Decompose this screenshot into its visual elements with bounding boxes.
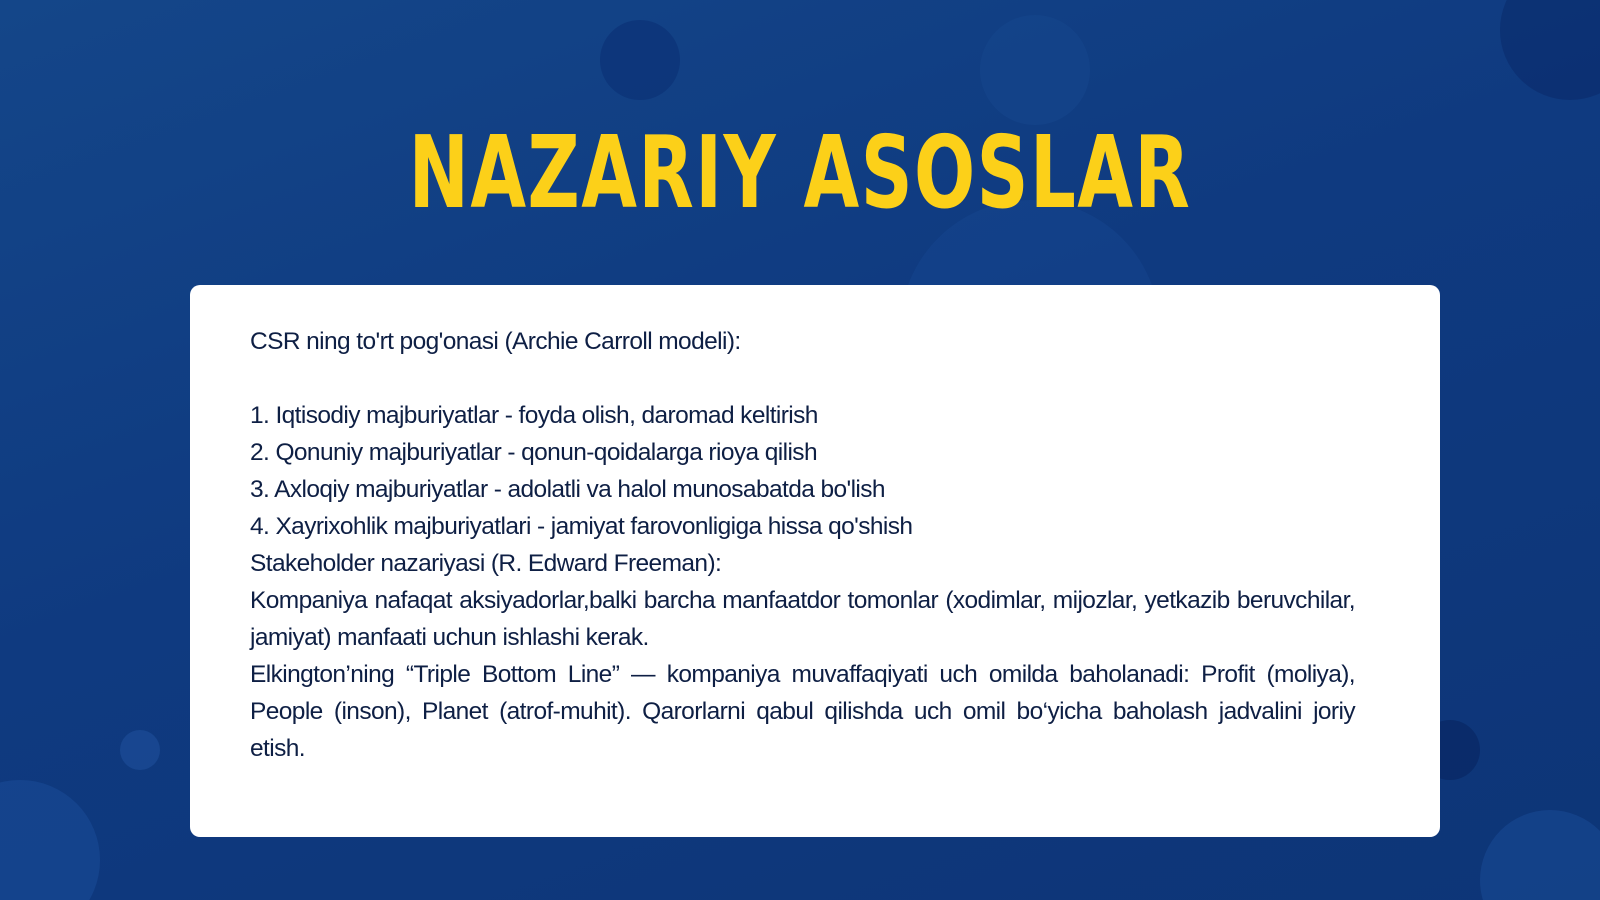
content-card	[190, 285, 1440, 837]
decorative-circle	[1480, 810, 1600, 900]
triple-bottom-line-paragraph: Elkington’ning “Triple Bottom Line” — kompaniya muvaffaqiyati uch omilda baholanadi: Profit (moliya), People (inson), Planet (atrof-muhit). Qarorlarni qabul qilishda uch omil bo‘yicha baholash jadvalini joriy etish.	[250, 661, 1355, 762]
list-item: 4. Xayrixohlik majburiyatlari - jamiyat farovonligiga hissa qo'shish	[250, 513, 913, 540]
slide-title: NAZARIY ASOSLAR	[408, 114, 1192, 231]
list-item: 3. Axloqiy majburiyatlar - adolatli va halol munosabatda bo'lish	[250, 476, 885, 503]
stakeholder-heading: Stakeholder nazariyasi (R. Edward Freeman):	[250, 550, 722, 577]
decorative-circle	[0, 780, 100, 900]
decorative-circle	[120, 730, 160, 770]
decorative-circle	[1500, 0, 1600, 100]
decorative-circle	[600, 20, 680, 100]
csr-intro: CSR ning to'rt pog'onasi (Archie Carroll modeli):	[250, 328, 741, 355]
list-item: 1. Iqtisodiy majburiyatlar - foyda olish, daromad keltirish	[250, 402, 818, 429]
decorative-circle	[980, 15, 1090, 125]
spacer	[250, 360, 1355, 397]
list-item: 2. Qonuniy majburiyatlar - qonun-qoidalarga rioya qilish	[250, 439, 817, 466]
stakeholder-paragraph: Kompaniya nafaqat aksiyadorlar,balki barcha manfaatdor tomonlar (xodimlar, mijozlar, yetkazib beruvchilar, jamiyat) manfaati uchun ishlashi kerak.	[250, 587, 1355, 651]
